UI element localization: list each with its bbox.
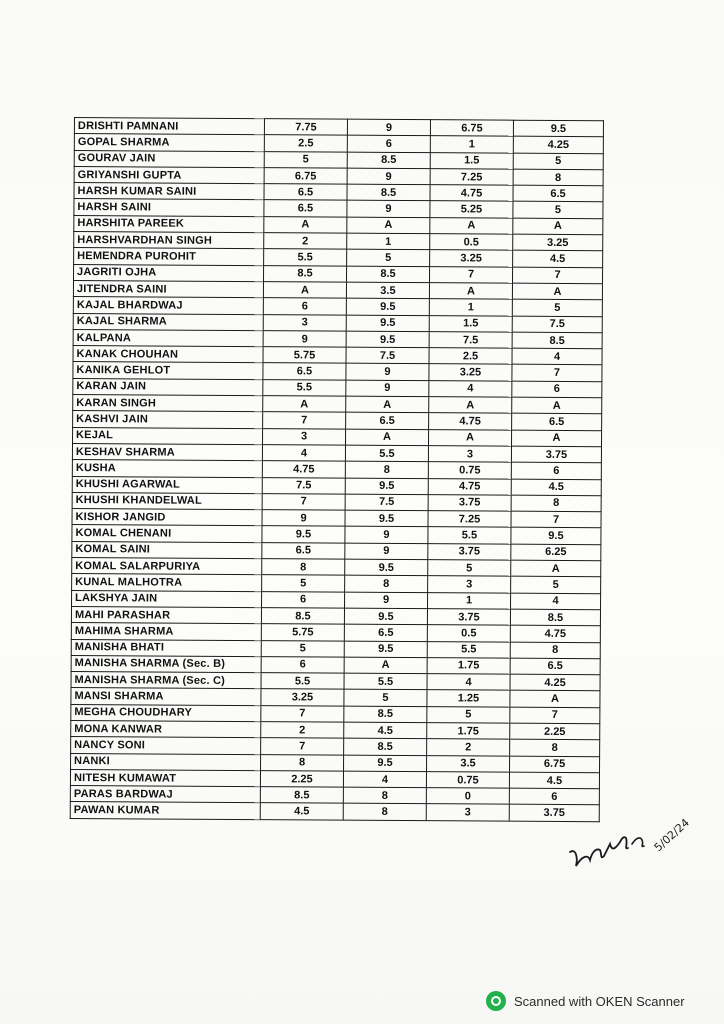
score-cell-3: A bbox=[428, 429, 511, 446]
score-cell-2: 5 bbox=[344, 690, 427, 707]
score-cell-2: 9 bbox=[347, 119, 430, 136]
score-cell-1: 9 bbox=[263, 331, 346, 348]
score-cell-3: 5.5 bbox=[427, 641, 510, 658]
student-name-cell: GOURAV JAIN bbox=[74, 150, 264, 167]
score-cell-2: A bbox=[344, 657, 427, 674]
score-cell-4: 6.25 bbox=[511, 544, 601, 561]
score-cell-4: 7 bbox=[512, 365, 602, 382]
score-cell-3: 3.25 bbox=[430, 250, 513, 267]
student-name-cell: NANKI bbox=[71, 753, 261, 770]
score-cell-3: 1.75 bbox=[427, 657, 510, 674]
score-cell-1: 5.75 bbox=[263, 347, 346, 364]
student-name-cell: DRISHTI PAMNANI bbox=[74, 118, 264, 135]
score-cell-2: A bbox=[346, 396, 429, 413]
student-name-cell: MAHIMA SHARMA bbox=[71, 623, 261, 640]
student-name-cell: PARAS BARDWAJ bbox=[70, 786, 260, 803]
score-cell-4: 8.5 bbox=[512, 332, 602, 349]
score-cell-3: 7.5 bbox=[429, 332, 512, 349]
score-cell-2: 9.5 bbox=[344, 755, 427, 772]
score-cell-1: A bbox=[263, 396, 346, 413]
score-cell-3: 1 bbox=[428, 592, 511, 609]
score-cell-2: 7.5 bbox=[346, 347, 429, 364]
oken-scanner-logo-icon bbox=[486, 991, 506, 1011]
score-cell-2: 6.5 bbox=[344, 624, 427, 641]
score-cell-3: 5.5 bbox=[428, 527, 511, 544]
table-row bbox=[70, 802, 599, 822]
score-cell-3: 3.25 bbox=[429, 364, 512, 381]
student-name-cell: KESHAV SHARMA bbox=[72, 443, 262, 460]
score-cell-2: 8 bbox=[345, 461, 428, 478]
score-cell-2: 8.5 bbox=[344, 738, 427, 755]
score-cell-2: 9.5 bbox=[345, 559, 428, 576]
student-name-cell: MEGHA CHOUDHARY bbox=[71, 704, 261, 721]
score-cell-3: 7.25 bbox=[430, 169, 513, 186]
score-cell-2: 9 bbox=[347, 201, 430, 218]
score-cell-2: 9 bbox=[346, 364, 429, 381]
score-cell-1: 9 bbox=[262, 510, 345, 527]
score-cell-3: 5.25 bbox=[430, 201, 513, 218]
score-cell-3: A bbox=[430, 217, 513, 234]
score-cell-2: 4.5 bbox=[344, 722, 427, 739]
score-cell-4: 5 bbox=[512, 299, 602, 316]
score-cell-2: 9 bbox=[345, 592, 428, 609]
score-cell-4: 6.75 bbox=[510, 756, 600, 773]
score-cell-4: 4.75 bbox=[510, 625, 600, 642]
score-cell-1: 3 bbox=[263, 314, 346, 331]
score-cell-2: 8 bbox=[343, 804, 426, 821]
score-cell-3: 0.5 bbox=[427, 625, 510, 642]
score-cell-3: 0.75 bbox=[426, 772, 509, 789]
score-cell-1: 4.75 bbox=[262, 461, 345, 478]
score-cell-4: 5 bbox=[513, 202, 603, 219]
score-cell-4: 6 bbox=[511, 462, 601, 479]
score-cell-3: 4 bbox=[429, 380, 512, 397]
score-cell-2: 6.5 bbox=[346, 413, 429, 430]
score-cell-3: 4.75 bbox=[430, 185, 513, 202]
score-cell-1: 8 bbox=[261, 754, 344, 771]
student-name-cell: KOMAL CHENANI bbox=[72, 525, 262, 542]
score-cell-1: 5.5 bbox=[263, 379, 346, 396]
score-cell-3: 0.5 bbox=[430, 234, 513, 251]
score-cell-4: 4 bbox=[512, 348, 602, 365]
score-cell-2: 9.5 bbox=[344, 641, 427, 658]
student-name-cell: MONA KANWAR bbox=[71, 720, 261, 737]
score-cell-1: 5.5 bbox=[264, 249, 347, 266]
score-cell-2: 5.5 bbox=[344, 673, 427, 690]
score-cell-1: 5.5 bbox=[261, 673, 344, 690]
student-name-cell: KANAK CHOUHAN bbox=[73, 346, 263, 363]
score-cell-1: 7.5 bbox=[262, 477, 345, 494]
score-cell-1: 6.5 bbox=[264, 184, 347, 201]
score-cell-1: 2.25 bbox=[260, 771, 343, 788]
score-cell-4: 5 bbox=[511, 576, 601, 593]
score-cell-4: A bbox=[512, 283, 602, 300]
score-cell-2: 9 bbox=[346, 380, 429, 397]
student-name-cell: MANISHA SHARMA (Sec. B) bbox=[71, 655, 261, 672]
student-name-cell: KOMAL SAINI bbox=[72, 541, 262, 558]
score-cell-4: 9.5 bbox=[513, 120, 603, 137]
score-cell-4: 6 bbox=[512, 381, 602, 398]
score-cell-4: 8 bbox=[513, 169, 603, 186]
student-name-cell: HARSHITA PAREEK bbox=[74, 215, 264, 232]
score-cell-2: 9 bbox=[345, 527, 428, 544]
scanner-watermark-text: Scanned with OKEN Scanner bbox=[514, 993, 685, 1009]
student-name-cell: KOMAL SALARPURIYA bbox=[72, 558, 262, 575]
score-cell-4: 8 bbox=[510, 739, 600, 756]
score-cell-3: 4 bbox=[427, 674, 510, 691]
student-name-cell: KAJAL BHARDWAJ bbox=[73, 297, 263, 314]
score-cell-4: 5 bbox=[513, 153, 603, 170]
student-name-cell: KANIKA GEHLOT bbox=[73, 362, 263, 379]
score-cell-2: 6 bbox=[347, 135, 430, 152]
score-cell-1: 8 bbox=[262, 559, 345, 576]
score-cell-2: 8 bbox=[345, 575, 428, 592]
signature-date: 5/02/24 bbox=[651, 816, 692, 855]
score-cell-1: 7 bbox=[263, 412, 346, 429]
student-name-cell: KARAN SINGH bbox=[73, 395, 263, 412]
student-name-cell: HARSH KUMAR SAINI bbox=[74, 183, 264, 200]
score-cell-1: 4 bbox=[262, 445, 345, 462]
score-cell-4: 4.5 bbox=[511, 479, 601, 496]
score-cell-1: 2 bbox=[261, 722, 344, 739]
score-cell-4: 6 bbox=[509, 788, 599, 805]
score-cell-4: 4.5 bbox=[509, 772, 599, 789]
score-cell-1: 2 bbox=[264, 233, 347, 250]
score-cell-4: 4.25 bbox=[513, 136, 603, 153]
score-cell-1: 8.5 bbox=[261, 608, 344, 625]
student-name-cell: KARAN JAIN bbox=[73, 378, 263, 395]
student-name-cell: KALPANA bbox=[73, 329, 263, 346]
score-cell-1: 6.75 bbox=[264, 168, 347, 185]
score-cell-1: 6.5 bbox=[262, 542, 345, 559]
student-name-cell: PAWAN KUMAR bbox=[70, 802, 260, 819]
marks-table-body bbox=[70, 118, 603, 822]
score-cell-2: 8 bbox=[343, 787, 426, 804]
score-cell-2: 9.5 bbox=[344, 608, 427, 625]
student-name-cell: LAKSHYA JAIN bbox=[72, 590, 262, 607]
score-cell-2: 5.5 bbox=[345, 445, 428, 462]
student-name-cell: KUNAL MALHOTRA bbox=[72, 574, 262, 591]
score-cell-4: 8 bbox=[510, 642, 600, 659]
score-cell-2: 8.5 bbox=[346, 266, 429, 283]
student-name-cell: KAJAL SHARMA bbox=[73, 313, 263, 330]
score-cell-2: 8.5 bbox=[347, 152, 430, 169]
score-cell-4: 3.25 bbox=[513, 234, 603, 251]
score-cell-3: A bbox=[429, 397, 512, 414]
student-name-cell: MANISHA BHATI bbox=[71, 639, 261, 656]
score-cell-2: 3.5 bbox=[346, 282, 429, 299]
score-cell-1: 6 bbox=[263, 298, 346, 315]
score-cell-2: 7.5 bbox=[345, 494, 428, 511]
score-cell-2: 9.5 bbox=[346, 298, 429, 315]
score-cell-3: 3 bbox=[428, 576, 511, 593]
student-name-cell: HEMENDRA PUROHIT bbox=[74, 248, 264, 265]
score-cell-1: 8.5 bbox=[263, 265, 346, 282]
student-name-cell: KUSHA bbox=[72, 460, 262, 477]
student-name-cell: NANCY SONI bbox=[71, 737, 261, 754]
student-name-cell: KHUSHI AGARWAL bbox=[72, 476, 262, 493]
score-cell-1: 6 bbox=[262, 591, 345, 608]
score-cell-1: A bbox=[263, 282, 346, 299]
score-cell-4: A bbox=[510, 691, 600, 708]
score-cell-3: 3.75 bbox=[428, 494, 511, 511]
score-cell-3: 2.5 bbox=[429, 348, 512, 365]
score-cell-3: 1.25 bbox=[427, 690, 510, 707]
score-cell-1: 5 bbox=[262, 575, 345, 592]
score-cell-1: 5.75 bbox=[261, 624, 344, 641]
score-cell-4: 7 bbox=[511, 511, 601, 528]
score-cell-2: 9 bbox=[345, 543, 428, 560]
score-cell-4: 2.25 bbox=[510, 723, 600, 740]
score-cell-4: 6.5 bbox=[513, 185, 603, 202]
score-cell-4: 7 bbox=[512, 267, 602, 284]
score-cell-2: 9.5 bbox=[345, 478, 428, 495]
score-cell-1: 2.5 bbox=[264, 135, 347, 152]
score-cell-2: 9 bbox=[347, 168, 430, 185]
score-cell-3: 3.75 bbox=[428, 543, 511, 560]
score-cell-4: 4 bbox=[511, 593, 601, 610]
score-cell-2: 5 bbox=[347, 250, 430, 267]
score-cell-3: 4.75 bbox=[429, 413, 512, 430]
score-cell-2: A bbox=[347, 217, 430, 234]
student-name-cell: KISHOR JANGID bbox=[72, 509, 262, 526]
score-cell-1: 7 bbox=[261, 738, 344, 755]
score-cell-2: 9.5 bbox=[346, 331, 429, 348]
student-name-cell: KASHVI JAIN bbox=[73, 411, 263, 428]
score-cell-1: 3.25 bbox=[261, 689, 344, 706]
score-cell-2: 8.5 bbox=[344, 706, 427, 723]
student-name-cell: KEJAL bbox=[73, 427, 263, 444]
score-cell-1: 6.5 bbox=[264, 200, 347, 217]
marks-table bbox=[70, 117, 604, 822]
score-cell-3: 1 bbox=[429, 299, 512, 316]
student-name-cell: MANISHA SHARMA (Sec. C) bbox=[71, 672, 261, 689]
score-cell-4: 4.5 bbox=[513, 251, 603, 268]
score-cell-3: 5 bbox=[427, 706, 510, 723]
score-cell-1: 3 bbox=[263, 428, 346, 445]
score-cell-3: A bbox=[429, 283, 512, 300]
score-cell-4: 3.75 bbox=[509, 805, 599, 822]
score-cell-3: 3 bbox=[426, 804, 509, 821]
score-cell-1: 4.5 bbox=[260, 803, 343, 820]
score-cell-3: 0 bbox=[426, 788, 509, 805]
score-cell-3: 4.75 bbox=[428, 478, 511, 495]
student-name-cell: HARSH SAINI bbox=[74, 199, 264, 216]
score-cell-1: 9.5 bbox=[262, 526, 345, 543]
score-cell-1: 6 bbox=[261, 656, 344, 673]
score-cell-4: 6.5 bbox=[510, 658, 600, 675]
score-cell-1: 5 bbox=[261, 640, 344, 657]
student-name-cell: GRIYANSHI GUPTA bbox=[74, 166, 264, 183]
score-cell-2: 1 bbox=[347, 233, 430, 250]
score-cell-3: 1.5 bbox=[430, 152, 513, 169]
student-name-cell: GOPAL SHARMA bbox=[74, 134, 264, 151]
score-cell-4: 3.75 bbox=[511, 446, 601, 463]
score-cell-3: 3 bbox=[428, 446, 511, 463]
score-cell-3: 7.25 bbox=[428, 511, 511, 528]
score-cell-4: 6.5 bbox=[512, 414, 602, 431]
score-cell-4: 9.5 bbox=[511, 528, 601, 545]
score-cell-2: 4 bbox=[343, 771, 426, 788]
score-cell-3: 3.75 bbox=[427, 609, 510, 626]
score-cell-4: A bbox=[511, 430, 601, 447]
student-name-cell: MAHI PARASHAR bbox=[71, 606, 261, 623]
student-name-cell: KHUSHI KHANDELWAL bbox=[72, 492, 262, 509]
score-cell-4: 7 bbox=[510, 707, 600, 724]
score-cell-3: 0.75 bbox=[428, 462, 511, 479]
handwritten-signature bbox=[566, 808, 696, 888]
scanner-watermark bbox=[486, 990, 685, 1012]
score-cell-3: 1 bbox=[430, 136, 513, 153]
score-cell-3: 6.75 bbox=[430, 120, 513, 137]
score-cell-4: 8.5 bbox=[510, 609, 600, 626]
score-cell-1: 7 bbox=[261, 705, 344, 722]
student-name-cell: HARSHVARDHAN SINGH bbox=[74, 232, 264, 249]
score-cell-4: 7.5 bbox=[512, 316, 602, 333]
score-cell-1: 7.75 bbox=[264, 119, 347, 136]
score-cell-1: 8.5 bbox=[260, 787, 343, 804]
student-name-cell: JITENDRA SAINI bbox=[73, 280, 263, 297]
score-cell-4: A bbox=[512, 397, 602, 414]
score-cell-3: 3.5 bbox=[427, 755, 510, 772]
student-name-cell: NITESH KUMAWAT bbox=[70, 769, 260, 786]
score-cell-1: A bbox=[264, 216, 347, 233]
score-cell-4: A bbox=[511, 560, 601, 577]
score-cell-4: A bbox=[513, 218, 603, 235]
score-cell-1: 7 bbox=[262, 493, 345, 510]
score-cell-1: 6.5 bbox=[263, 363, 346, 380]
score-cell-3: 5 bbox=[428, 560, 511, 577]
score-cell-3: 1.5 bbox=[429, 315, 512, 332]
score-cell-1: 5 bbox=[264, 151, 347, 168]
score-cell-2: 9.5 bbox=[346, 315, 429, 332]
student-name-cell: JAGRITI OJHA bbox=[74, 264, 264, 281]
student-name-cell: MANSI SHARMA bbox=[71, 688, 261, 705]
score-cell-2: 9.5 bbox=[345, 510, 428, 527]
score-cell-2: A bbox=[346, 429, 429, 446]
score-cell-3: 2 bbox=[427, 739, 510, 756]
score-cell-4: 8 bbox=[511, 495, 601, 512]
score-cell-2: 8.5 bbox=[347, 184, 430, 201]
score-cell-3: 1.75 bbox=[427, 723, 510, 740]
score-cell-4: 4.25 bbox=[510, 674, 600, 691]
score-cell-3: 7 bbox=[429, 266, 512, 283]
